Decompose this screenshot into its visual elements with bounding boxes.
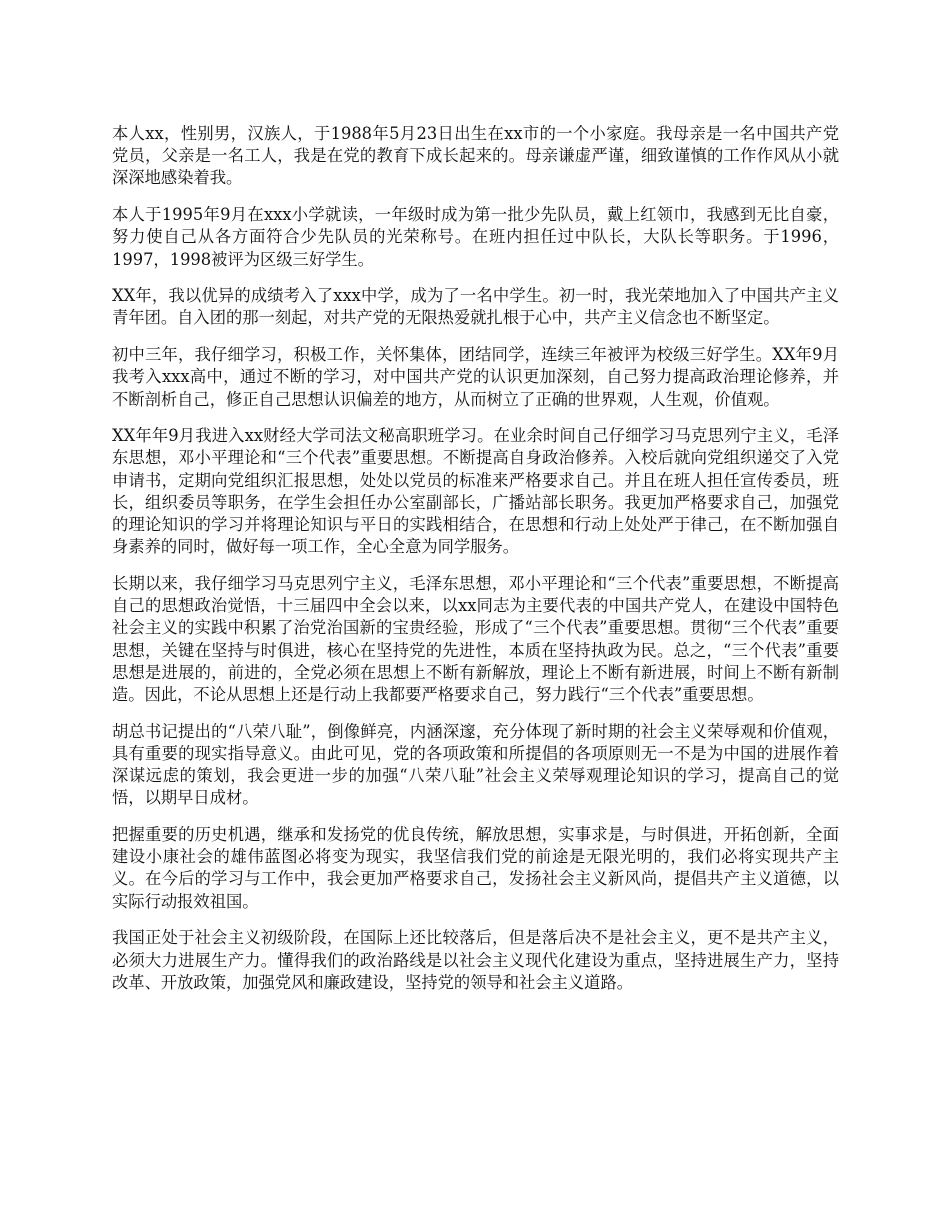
paragraph-eight-honors: 胡总书记提出的“八荣八耻”，倒像鲜亮，内涵深邃，充分体现了新时期的社会主义荣辱观和价值观，具有重要的现实指导意义。由此可见，党的各项政策和所提倡的各项原则无一不是为中国的进展作着深谋远虑的策划，我会更进一步的加强“八荣八耻”社会主义荣辱观理论知识的学习，提高自己的觉悟，以期早日成材。 bbox=[112, 721, 839, 808]
paragraph-historic-opportunity: 把握重要的历史机遇，继承和发扬党的优良传统，解放思想，实事求是，与时俱进，开拓创新，全面建设小康社会的雄伟蓝图必将变为现实，我坚信我们党的前途是无限光明的，我们必将实现共产主义。在今后的学习与工作中，我会更加严格要求自己，发扬社会主义新风尚，提倡共产主义道德，以实际行动报效祖国。 bbox=[112, 824, 839, 911]
paragraph-university: XX年年9月我进入xx财经大学司法文秘高职班学习。在业余时间自己仔细学习马克思列宁主义，毛泽东思想，邓小平理论和“三个代表”重要思想。不断提高自身政治修养。入校后就向党组织递交了入党申请书，定期向党组织汇报思想，处处以党员的标准来严格要求自己。并且在班人担任宣传委员，班长，组织委员等职务，在学生会担任办公室副部长，广播站部长职务。我更加严格要求自己，加强党的理论知识的学习并将理论知识与平日的实践相结合，在思想和行动上处处严于律己，在不断加强自身素养的同时，做好每一项工作，全心全意为同学服务。 bbox=[112, 426, 839, 557]
paragraph-three-represents: 长期以来，我仔细学习马克思列宁主义，毛泽东思想，邓小平理论和“三个代表”重要思想，不断提高自己的思想政治觉悟，十三届四中全会以来，以xx同志为主要代表的中国共产党人，在建设中国特色社会主义的实践中积累了治党治国新的宝贵经验，形成了“三个代表”重要思想。贯彻“三个代表”重要思想，关键在坚持与时俱进，核心在坚持党的先进性，本质在坚持执政为民。总之，“三个代表”重要思想是进展的，前进的，全党必须在思想上不断有新解放，理论上不断有新进展，时间上不断有新制造。因此，不论从思想上还是行动上我都要严格要求自己，努力践行“三个代表”重要思想。 bbox=[112, 573, 839, 704]
paragraph-high-school: 初中三年，我仔细学习，积极工作，关怀集体，团结同学，连续三年被评为校级三好学生。XX年9月我考入xxx高中，通过不断的学习，对中国共产党的认识更加深刻，自己努力提高政治理论修养，并不断剖析自己，修正自己思想认识偏差的地方，从而树立了正确的世界观，人生观，价值观。 bbox=[112, 345, 839, 409]
document-body bbox=[112, 123, 839, 1008]
paragraph-primary-stage: 我国正处于社会主义初级阶段，在国际上还比较落后，但是落后决不是社会主义，更不是共产主义，必须大力进展生产力。懂得我们的政治路线是以社会主义现代化建设为重点，坚持进展生产力，坚持改革、开放政策，加强党风和廉政建设，坚持党的领导和社会主义道路。 bbox=[112, 928, 839, 992]
paragraph-primary-school: 本人于1995年9月在xxx小学就读，一年级时成为第一批少先队员，戴上红领巾，我感到无比自豪，努力使自己从各方面符合少先队员的光荣称号。在班内担任过中队长，大队长等职务。于1996，1997，1998被评为区级三好学生。 bbox=[112, 205, 839, 269]
paragraph-personal-background: 本人xx，性别男，汉族人，于1988年5月23日出生在xx市的一个小家庭。我母亲是一名中国共产党党员，父亲是一名工人，我是在党的教育下成长起来的。母亲谦虚严谨，细致谨慎的工作作风从小就深深地感染着我。 bbox=[112, 124, 839, 188]
paragraph-middle-school: XX年，我以优异的成绩考入了xxx中学，成为了一名中学生。初一时，我光荣地加入了中国共产主义青年团。自入团的那一刻起，对共产党的无限热爱就扎根于心中，共产主义信念也不断坚定。 bbox=[112, 286, 839, 328]
